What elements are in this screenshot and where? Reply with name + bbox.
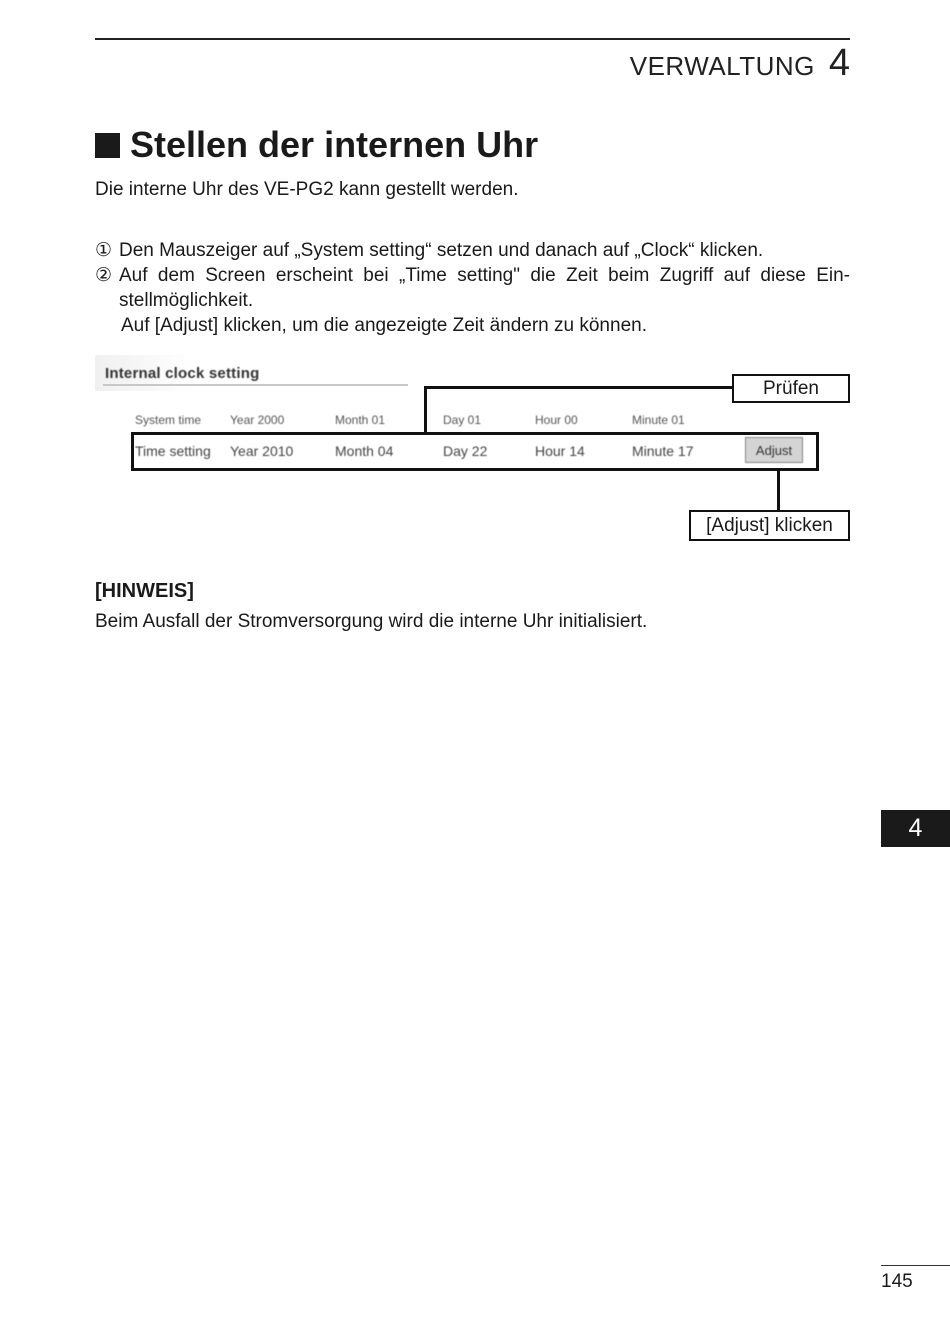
system-time-row [135,413,722,427]
system-year: Year 2000 [230,413,285,427]
chapter-title: VERWALTUNG [629,51,815,81]
clock-setting-screenshot [95,355,855,545]
adjust-callout: [Adjust] klicken [689,510,850,541]
note-title: [HINWEIS] [95,580,194,602]
check-callout-line-vertical [424,387,427,433]
time-setting-label: Time setting [135,443,211,459]
setting-hour: Hour 14 [535,443,585,459]
chapter-header [630,42,850,85]
chapter-side-tab: 4 [881,810,950,847]
check-callout-line-horizontal [424,386,734,389]
setting-year: Year 2010 [230,443,294,459]
footer-rule [881,1265,950,1266]
setting-day: Day 22 [443,443,488,459]
check-callout: Prüfen [732,374,850,403]
intro-text: Die interne Uhr des VE-PG2 kann gestellt werden. [95,179,519,200]
step-item [95,263,850,313]
system-minute: Minute 01 [632,413,685,427]
section-title: Stellen der internen Uhr [130,124,539,165]
square-bullet-icon [95,133,120,158]
screenshot-title-underline [103,384,408,386]
step-number: ② [95,265,113,286]
chapter-number: 4 [828,42,850,84]
screenshot-title: Internal clock setting [105,365,260,382]
header-rule [95,38,850,40]
adjust-callout-line [777,468,780,510]
step-text: Auf dem Screen erscheint bei „Time setting" die Zeit beim Zugriff auf diese Ein-stellmöglichkeit. [119,265,850,311]
setting-minute: Minute 17 [632,443,694,459]
setting-month: Month 04 [335,443,394,459]
step-item [95,238,850,263]
section-heading [95,124,538,166]
adjust-button[interactable]: Adjust [745,437,803,463]
page-number: 145 [881,1271,913,1292]
step-continuation: Auf [Adjust] klicken, um die angezeigte Zeit ändern zu können. [121,315,647,336]
system-month: Month 01 [335,413,386,427]
system-day: Day 01 [443,413,482,427]
step-list [95,238,850,338]
system-time-label: System time [135,413,202,427]
step-text: Den Mauszeiger auf „System setting“ setzen und danach auf „Clock“ klicken. [119,240,764,261]
time-setting-highlight [131,432,819,471]
system-hour: Hour 00 [535,413,578,427]
step-number: ① [95,240,113,261]
note-text: Beim Ausfall der Stromversorgung wird die interne Uhr initialisiert. [95,611,648,632]
